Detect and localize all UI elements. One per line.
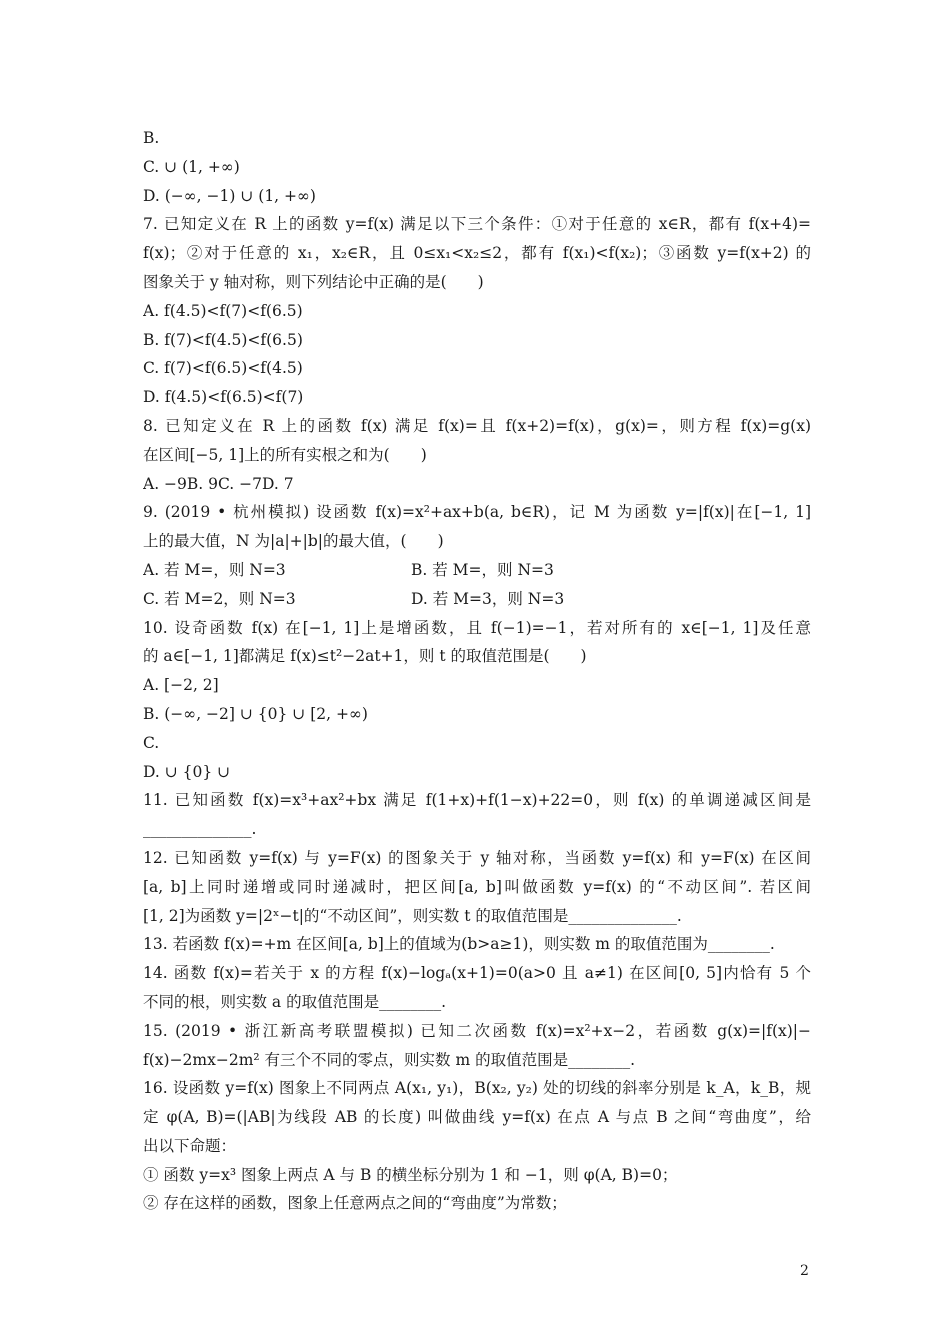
- question-7-line-1: 7. 已知定义在 R 上的函数 y=f(x) 满足以下三个条件：①对于任意的 x∈R，都有 f(x+4)=: [143, 215, 811, 234]
- option-a-q7: A. f(4.5)<f(7)<f(6.5): [143, 301, 303, 320]
- option-c-q10: C.: [143, 733, 160, 752]
- question-11-line-1: 11. 已知函数 f(x)=x³+ax²+bx 满足 f(1+x)+f(1−x)+22=0，则 f(x) 的单调递减区间是: [143, 791, 811, 810]
- question-16-line-1: 16. 设函数 y=f(x) 图象上不同两点 A(x₁, y₁)，B(x₂, y₂) 处的切线的斜率分别是 k_A，k_B，规: [143, 1079, 811, 1098]
- options-q9-row-2: [143, 585, 811, 614]
- question-16-line-3: 出以下命题：: [143, 1136, 237, 1155]
- question-7-line-2: f(x)；②对于任意的 x₁，x₂∈R，且 0≤x₁<x₂≤2，都有 f(x₁)<f(x₂)；③函数 y=f(x+2) 的: [143, 244, 811, 263]
- question-11-line-2: ______________.: [143, 820, 257, 839]
- question-13: 13. 若函数 f(x)=+m 在区间[a, b]上的值域为(b>a≥1)，则实数 m 的取值范围为________.: [143, 935, 775, 954]
- proposition-1: ① 函数 y=x³ 图象上两点 A 与 B 的横坐标分别为 1 和 −1，则 φ(A, B)=0；: [143, 1165, 678, 1184]
- question-9-line-2: 上的最大值，N 为|a|+|b|的最大值，( ): [143, 532, 444, 551]
- option-d-q7: D. f(4.5)<f(6.5)<f(7): [143, 388, 304, 407]
- option-b-q6: B.: [143, 129, 160, 147]
- options-q9-row-1: [143, 556, 811, 585]
- option-c-q6: C. ∪ (1, +∞): [143, 157, 240, 176]
- proposition-2: ② 存在这样的函数，图象上任意两点之间的“弯曲度”为常数；: [143, 1194, 567, 1213]
- option-b-q10: B. (−∞, −2] ∪ {0} ∪ [2, +∞): [143, 704, 368, 723]
- question-8-line-1: 8. 已知定义在 R 上的函数 f(x) 满足 f(x)=且 f(x+2)=f(x)，g(x)=，则方程 f(x)=g(x): [143, 416, 811, 435]
- question-15-line-1: 15. (2019 • 浙江新高考联盟模拟) 已知二次函数 f(x)=x²+x−2，若函数 g(x)=|f(x)|−: [143, 1021, 811, 1040]
- question-15-line-2: f(x)−2mx−2m² 有三个不同的零点，则实数 m 的取值范围是________.: [143, 1050, 636, 1069]
- option-d-q9: D. 若 M=3，则 N=3: [411, 589, 565, 608]
- question-8-line-2: 在区间[−5, 1]上的所有实根之和为( ): [143, 445, 427, 464]
- option-c-q9: C. 若 M=2，则 N=3: [143, 589, 296, 608]
- option-c-q7: C. f(7)<f(6.5)<f(4.5): [143, 359, 303, 378]
- option-d-q6: D. (−∞, −1) ∪ (1, +∞): [143, 186, 316, 205]
- question-9-line-1: 9. (2019 • 杭州模拟) 设函数 f(x)=x²+ax+b(a, b∈R)，记 M 为函数 y=|f(x)|在[−1, 1]: [143, 503, 811, 522]
- question-14-line-1: 14. 函数 f(x)=若关于 x 的方程 f(x)−logₐ(x+1)=0(a>0 且 a≠1) 在区间[0, 5]内恰有 5 个: [143, 964, 811, 983]
- question-10-line-2: 的 a∈[−1, 1]都满足 f(x)≤t²−2at+1，则 t 的取值范围是( ): [143, 647, 587, 666]
- option-a-q10: A. [−2, 2]: [143, 676, 219, 695]
- page-content: [143, 124, 811, 1218]
- question-12-line-1: 12. 已知函数 y=f(x) 与 y=F(x) 的图象关于 y 轴对称，当函数 y=f(x) 和 y=F(x) 在区间: [143, 848, 811, 867]
- question-10-line-1: 10. 设奇函数 f(x) 在[−1, 1]上是增函数，且 f(−1)=−1，若对所有的 x∈[−1, 1]及任意: [143, 618, 811, 637]
- question-14-line-2: 不同的根，则实数 a 的取值范围是________.: [143, 992, 447, 1011]
- question-16-line-2: 定 φ(A, B)=(|AB|为线段 AB 的长度) 叫做曲线 y=f(x) 在点 A 与点 B 之间“弯曲度”，给: [143, 1108, 811, 1127]
- options-q8: A. −9B. 9C. −7D. 7: [143, 474, 294, 493]
- question-12-line-2: [a, b]上同时递增或同时递减时，把区间[a, b]叫做函数 y=f(x) 的“不动区间”. 若区间: [143, 877, 811, 896]
- option-b-q9: B. 若 M=，则 N=3: [411, 560, 554, 579]
- page-number: 2: [800, 1263, 809, 1279]
- option-b-q7: B. f(7)<f(4.5)<f(6.5): [143, 330, 303, 349]
- question-12-line-3: [1, 2]为函数 y=|2ˣ−t|的“不动区间”，则实数 t 的取值范围是______________.: [143, 906, 682, 925]
- option-a-q9: A. 若 M=，则 N=3: [143, 560, 286, 579]
- option-d-q10: D. ∪ {0} ∪: [143, 762, 231, 781]
- question-7-line-3: 图象关于 y 轴对称，则下列结论中正确的是( ): [143, 272, 484, 291]
